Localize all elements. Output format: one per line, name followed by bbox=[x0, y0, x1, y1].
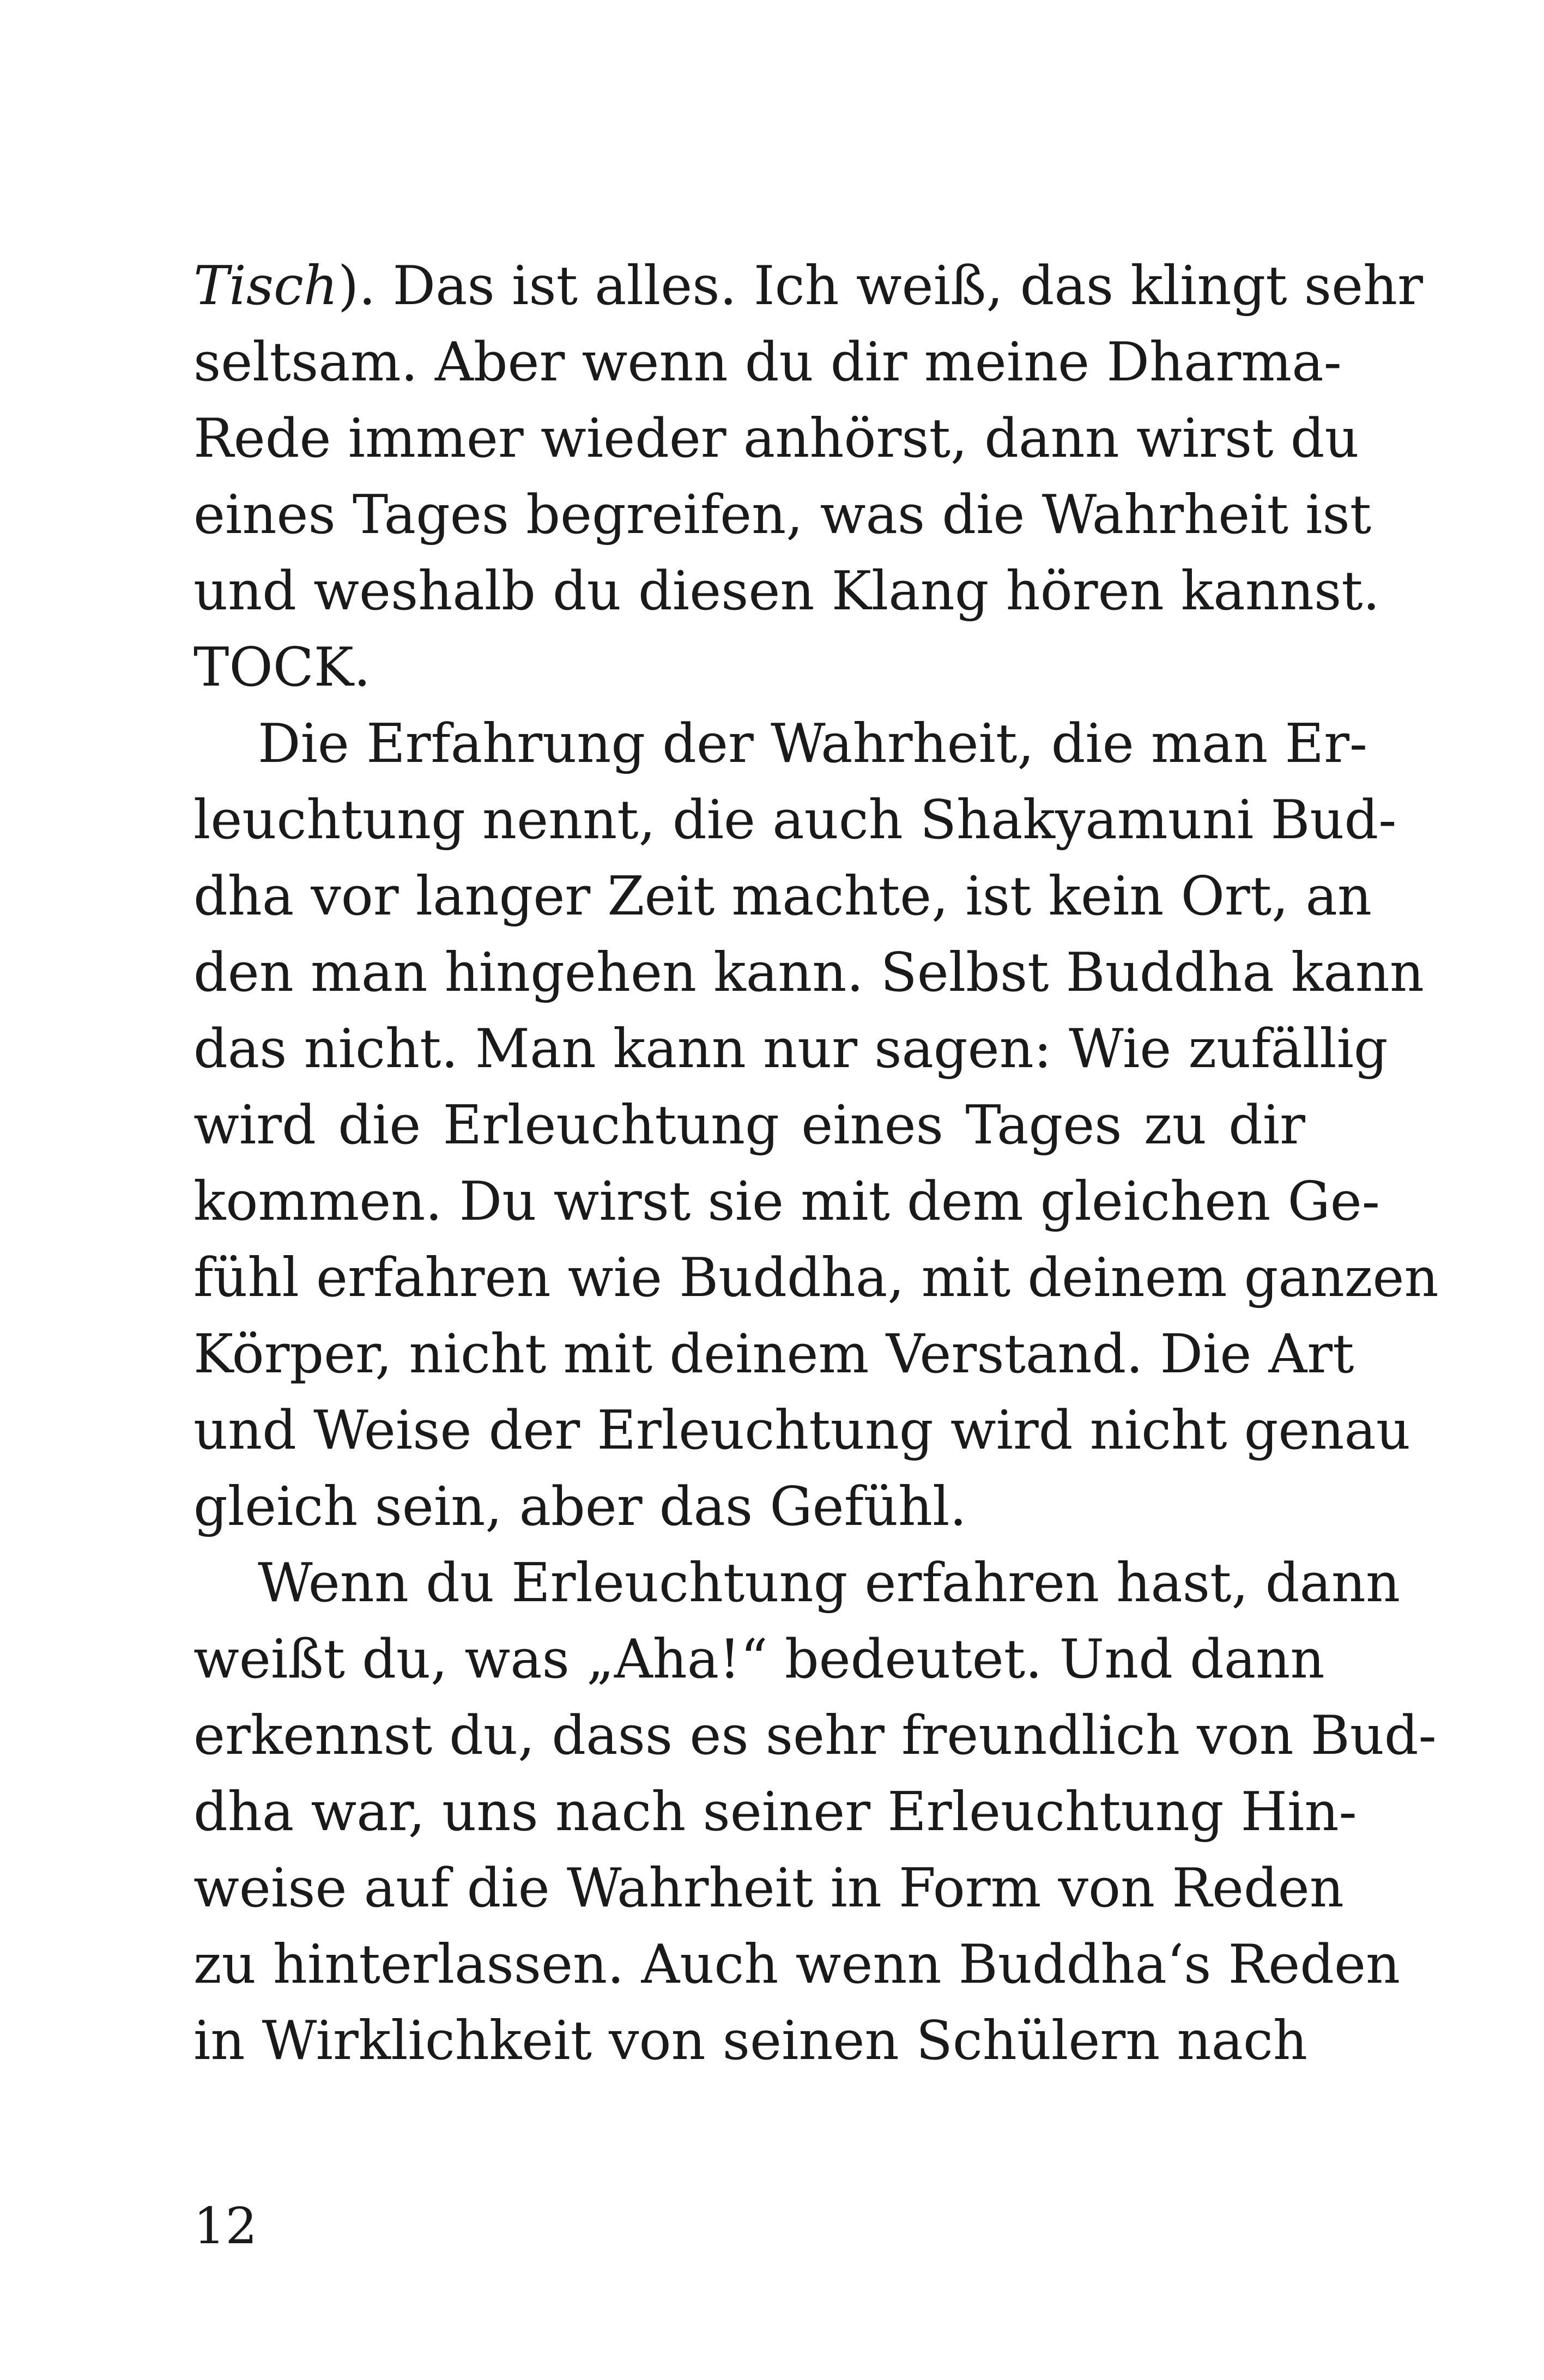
text-line: dha vor langer Zeit machte, ist kein Ort, an bbox=[193, 865, 1372, 928]
text-line: fühl erfahren wie Buddha, mit deinem ganzen bbox=[193, 1247, 1439, 1309]
text-line: eines Tages begreifen, was die Wahrheit ist bbox=[193, 484, 1372, 546]
text-line: erkennst du, dass es sehr freundlich von Bud- bbox=[193, 1705, 1437, 1767]
text-line: und Weise der Erleuchtung wird nicht genau bbox=[193, 1400, 1411, 1462]
text-line: Tisch). Das ist alles. Ich weiß, das klingt sehr bbox=[193, 255, 1424, 317]
paragraph-2 bbox=[193, 706, 1439, 1545]
text-line: zu hinterlassen. Auch wenn Buddha‘s Reden bbox=[193, 1934, 1401, 1996]
page-number: 12 bbox=[193, 2197, 258, 2255]
text-line: das nicht. Man kann nur sagen: Wie zufällig bbox=[193, 1018, 1388, 1080]
text-line: gleich sein, aber das Gefühl. bbox=[193, 1476, 967, 1538]
text-line: weißt du, was „Aha!“ bedeutet. Und dann bbox=[193, 1628, 1325, 1691]
text-line: kommen. Du wirst sie mit dem gleichen Ge- bbox=[193, 1171, 1380, 1233]
text-line: Körper, nicht mit deinem Verstand. Die Art bbox=[193, 1323, 1354, 1385]
text-line: Rede immer wieder anhörst, dann wirst du bbox=[193, 408, 1359, 470]
body-text bbox=[193, 248, 1439, 2079]
text-line: wird die Erleuchtung eines Tages zu dir bbox=[193, 1094, 1305, 1156]
text-line: weise auf die Wahrheit in Form von Reden bbox=[193, 1857, 1344, 1919]
text-line: und weshalb du diesen Klang hören kannst. bbox=[193, 560, 1380, 622]
text-line: Wenn du Erleuchtung erfahren hast, dann bbox=[258, 1552, 1401, 1614]
text-line: den man hingehen kann. Selbst Buddha kann bbox=[193, 942, 1425, 1004]
italic-word: Tisch bbox=[193, 255, 338, 317]
paragraph-1 bbox=[193, 248, 1424, 706]
paragraph-3 bbox=[193, 1545, 1437, 2079]
text-line: dha war, uns nach seiner Erleuchtung Hin- bbox=[193, 1781, 1357, 1843]
text-line: leuchtung nennt, die auch Shakyamuni Bud- bbox=[193, 789, 1397, 851]
text-line: TOCK. bbox=[193, 637, 371, 699]
text-line: in Wirklichkeit von seinen Schülern nach bbox=[193, 2010, 1308, 2072]
text-line: seltsam. Aber wenn du dir meine Dharma- bbox=[193, 331, 1342, 393]
text-line: Die Erfahrung der Wahrheit, die man Er- bbox=[258, 713, 1368, 775]
